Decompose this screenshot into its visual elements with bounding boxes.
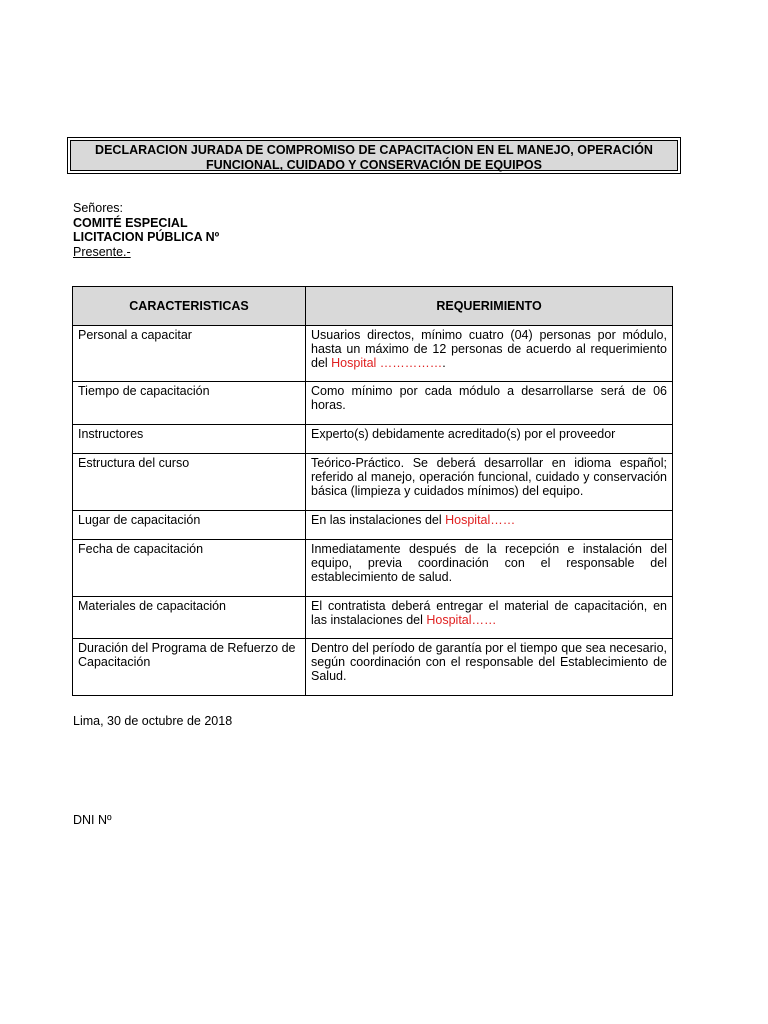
row-label: Duración del Programa de Refuerzo de Capacitación — [73, 639, 306, 696]
salutation: Señores: — [73, 201, 124, 215]
table-row — [73, 540, 673, 597]
row-requirement — [306, 326, 673, 382]
row-label: Estructura del curso — [73, 454, 306, 511]
row-requirement — [306, 540, 673, 597]
table-row — [73, 511, 673, 540]
document-title — [70, 140, 678, 171]
requirements-table — [72, 286, 673, 696]
requirement-text: El contratista deberá entregar el material de capacitación, en las instalaciones del — [311, 599, 667, 627]
header-requerimiento: REQUERIMIENTO — [306, 287, 673, 326]
requirement-text: Inmediatamente después de la recepción e instalación del equipo, previa coordinación con el responsable del establecimiento de salud. — [311, 542, 667, 584]
row-requirement — [306, 382, 673, 425]
row-requirement — [306, 511, 673, 540]
hospital-placeholder: Hospital…… — [426, 613, 497, 627]
table-row — [73, 382, 673, 425]
committee-name: COMITÉ ESPECIAL — [73, 215, 188, 230]
requirement-text: Experto(s) debidamente acreditado(s) por el proveedor — [311, 427, 616, 441]
tender-number: LICITACION PÚBLICA Nº — [73, 230, 220, 245]
hospital-placeholder: Hospital …………… — [331, 356, 443, 370]
hospital-placeholder: Hospital…… — [445, 513, 516, 527]
title-line-2: FUNCIONAL, CUIDADO Y CONSERVACIÓN DE EQUIPOS — [206, 158, 542, 172]
row-label: Tiempo de capacitación — [73, 382, 306, 425]
table-row — [73, 454, 673, 511]
row-requirement — [306, 454, 673, 511]
table-row — [73, 326, 673, 382]
requirement-suffix: . — [442, 356, 446, 370]
row-label: Fecha de capacitación — [73, 540, 306, 597]
row-requirement — [306, 425, 673, 454]
requirement-text: En las instalaciones del — [311, 513, 446, 527]
place-date: Lima, 30 de octubre de 2018 — [73, 714, 233, 728]
row-label: Materiales de capacitación — [73, 597, 306, 639]
table-row — [73, 639, 673, 696]
row-requirement — [306, 597, 673, 639]
dni-label: DNI Nº — [73, 813, 112, 827]
requirement-text: Dentro del período de garantía por el tiempo que sea necesario, según coordinación con el responsable del Establecimiento de Salud. — [311, 641, 667, 683]
table-header-row — [73, 287, 673, 326]
row-label: Lugar de capacitación — [73, 511, 306, 540]
row-label: Personal a capacitar — [73, 326, 306, 382]
row-label: Instructores — [73, 425, 306, 454]
header-caracteristicas: CARACTERISTICAS — [73, 287, 306, 326]
row-requirement — [306, 639, 673, 696]
table-row — [73, 597, 673, 639]
title-line-1: DECLARACION JURADA DE COMPROMISO DE CAPACITACION EN EL MANEJO, OPERACIÓN — [95, 143, 653, 157]
requirement-text: Teórico-Práctico. Se deberá desarrollar en idioma español; referido al manejo, operación funcional, cuidado y conservación básica (limpieza y cuidados mínimos) del equipo. — [311, 456, 667, 498]
requirement-text: Como mínimo por cada módulo a desarrollarse será de 06 horas. — [311, 384, 667, 412]
document-title-box — [67, 137, 681, 174]
addressee-block — [73, 201, 219, 260]
table-row — [73, 425, 673, 454]
presente-label: Presente.- — [73, 245, 131, 260]
requirement-text: Usuarios directos, mínimo cuatro (04) personas por módulo, hasta un máximo de 12 personas de acuerdo al requerimiento del — [311, 328, 667, 370]
